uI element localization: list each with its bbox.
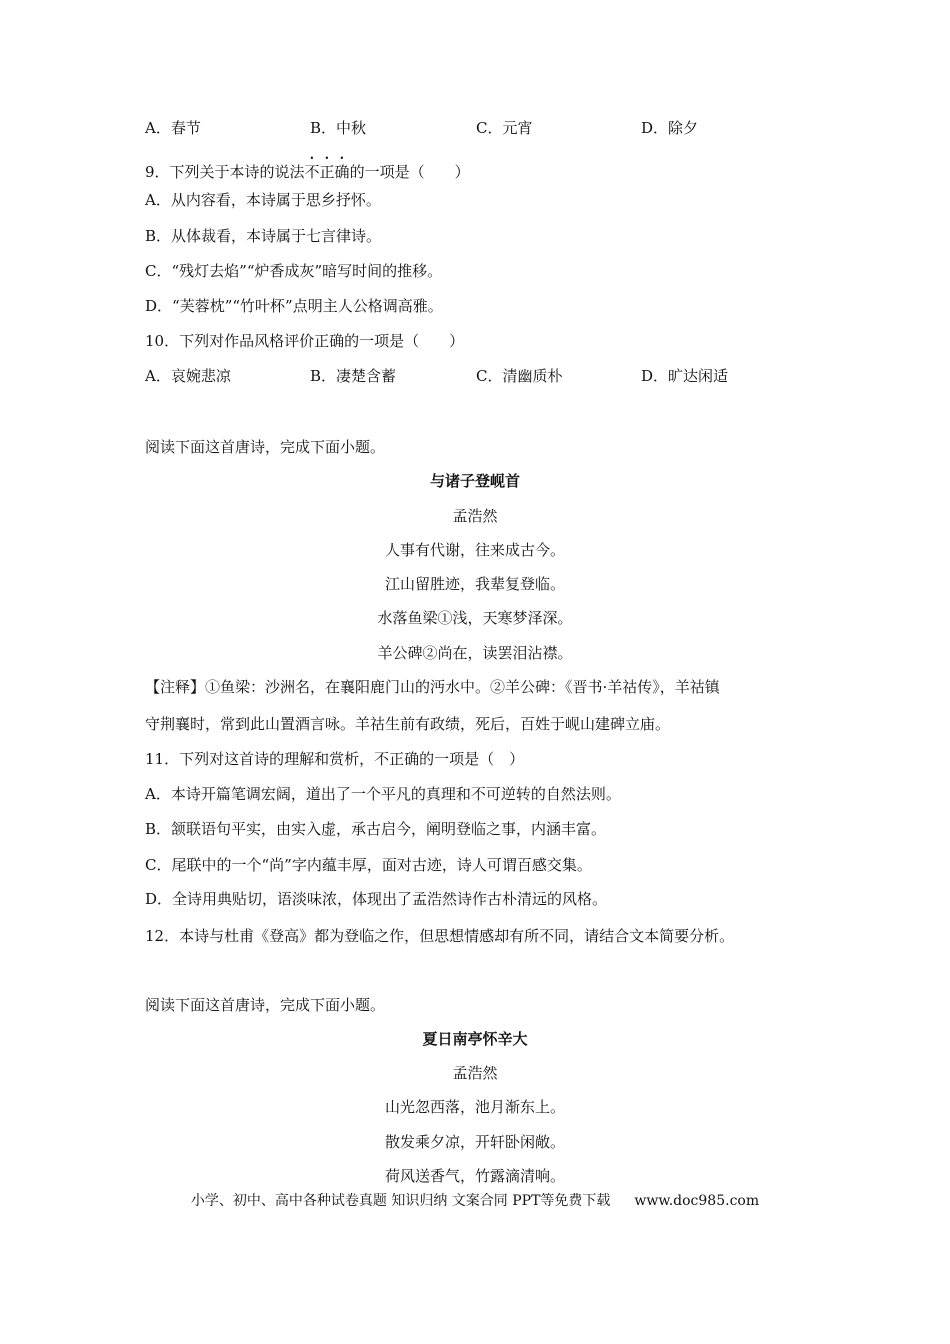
footer-url[interactable]: www.doc985.com [634, 1193, 760, 1209]
section2-note-line2: 守荆襄时，常到此山置酒言咏。羊祜生前有政绩，死后，百姓于岘山建碑立庙。 [145, 715, 671, 733]
section2-poem-author: 孟浩然 [452, 507, 498, 525]
section2-poem-line: 羊公碑②尚在，读罢泪沾襟。 [377, 644, 573, 662]
footer-text: 小学、初中、高中各种试卷真题 知识归纳 文案合同 PPT等免费下载 [190, 1193, 611, 1209]
q10-option-b: B．凄楚含蓄 [310, 367, 397, 385]
section2-intro: 阅读下面这首唐诗，完成下面小题。 [145, 438, 386, 456]
q11-stem: 11．下列对这首诗的理解和赏析，不正确的一项是（ ） [145, 750, 525, 768]
q8-option-b: B．中秋 [310, 119, 367, 137]
section2-note-line1: 【注释】①鱼梁：沙洲名，在襄阳鹿门山的沔水中。②羊公碑：《晋书·羊祜传》，羊祜镇 [145, 678, 720, 696]
section2-poem-title: 与诸子登岘首 [429, 472, 520, 490]
section3-poem-title: 夏日南亭怀辛大 [422, 1030, 528, 1048]
section2-poem-line: 江山留胜迹，我辈复登临。 [384, 575, 565, 593]
section2-poem-line: 水落鱼梁①浅，天寒梦泽深。 [377, 609, 573, 627]
section3-poem-author: 孟浩然 [452, 1064, 498, 1082]
q9-option-a: A．从内容看，本诗属于思乡抒怀。 [145, 191, 381, 209]
q8-option-d: D．除夕 [641, 119, 699, 137]
q8-option-c: C．元宵 [476, 119, 533, 137]
q9-option-c: C．“残灯去焰”“炉香成灰”暗写时间的推移。 [145, 262, 443, 280]
q10-option-c: C．清幽质朴 [476, 367, 563, 385]
section2-poem-line: 人事有代谢，往来成古今。 [384, 541, 565, 559]
q9-option-d: D．“芙蓉枕”“竹叶杯”点明主人公格调高雅。 [145, 297, 443, 315]
q10-option-d: D．旷达闲适 [641, 367, 729, 385]
q10-stem: 10．下列对作品风格评价正确的一项是（ ） [145, 332, 465, 350]
q10-option-a: A．哀婉悲凉 [145, 367, 231, 385]
section3-intro: 阅读下面这首唐诗，完成下面小题。 [145, 996, 386, 1014]
page-footer [0, 1191, 950, 1211]
q12-stem: 12．本诗与杜甫《登高》都为登临之作，但思想情感却有所不同，请结合文本简要分析。 [145, 927, 735, 945]
section3-poem-line: 散发乘夕凉，开轩卧闲敞。 [384, 1133, 565, 1151]
q11-option-c: C．尾联中的一个“尚”字内蕴丰厚，面对古迹，诗人可谓百感交集。 [145, 856, 592, 874]
q9-option-b: B．从体裁看，本诗属于七言律诗。 [145, 227, 382, 245]
section3-poem-line: 山光忽西落，池月渐东上。 [384, 1098, 565, 1116]
q9-stem-suffix: 的一项是（ ） [349, 163, 470, 181]
section3-poem-line: 荷风送香气，竹露滴清响。 [384, 1167, 565, 1185]
q11-option-b: B．颔联语句平实，由实入虚，承古启今，阐明登临之事，内涵丰富。 [145, 820, 607, 838]
q9-stem-emphasis: 不正确 [304, 163, 350, 181]
q11-option-a: A．本诗开篇笔调宏阔，道出了一个平凡的真理和不可逆转的自然法则。 [145, 785, 621, 803]
q11-option-d: D．全诗用典贴切，语淡味浓，体现出了孟浩然诗作古朴清远的风格。 [145, 890, 608, 908]
q9-stem [145, 154, 470, 182]
q9-stem-prefix: 9．下列关于本诗的说法 [145, 163, 305, 181]
q8-option-a: A．春节 [145, 119, 201, 137]
